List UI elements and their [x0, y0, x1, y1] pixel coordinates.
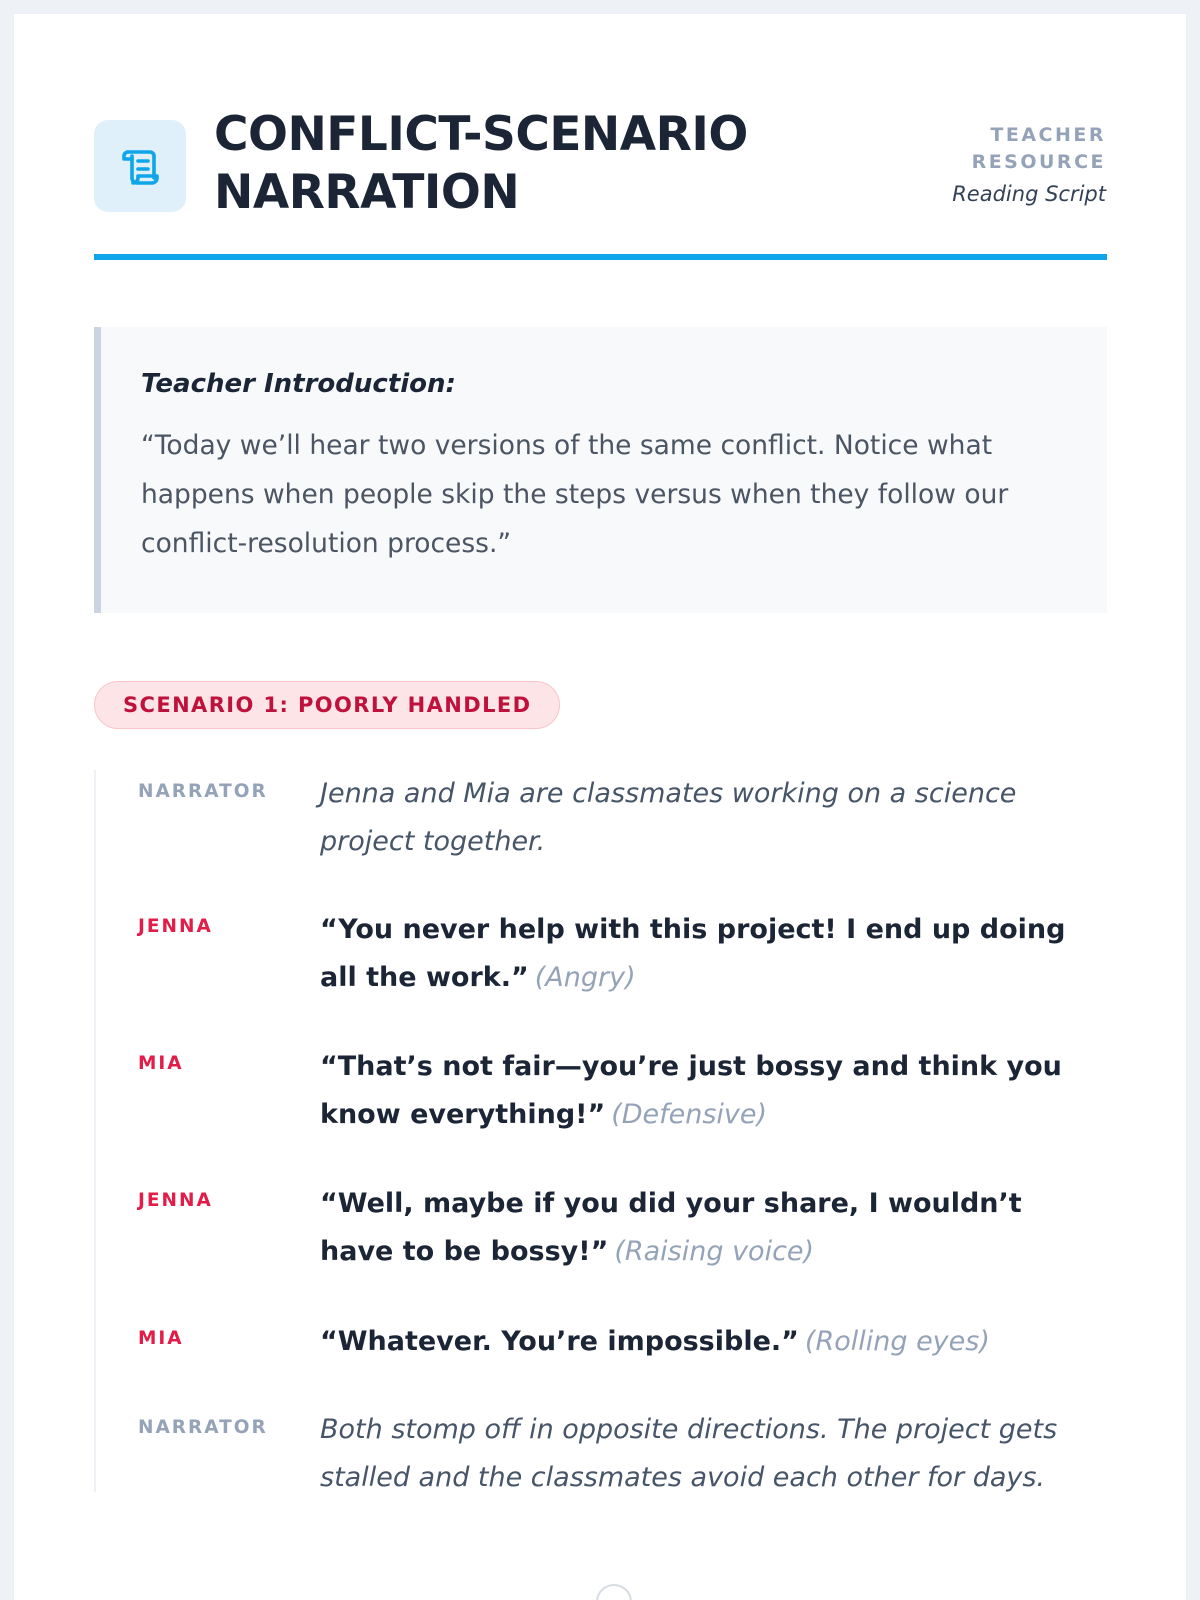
line-text: [320, 906, 1100, 1002]
teacher-introduction-box: [94, 327, 1107, 613]
resource-type: Reading Script: [952, 182, 1106, 206]
speaker-label: NARRATOR: [138, 1417, 268, 1438]
resource-label: TEACHER RESOURCE: [971, 124, 1106, 173]
stage-direction: (Rolling eyes): [804, 1326, 990, 1357]
stage-direction: (Raising voice): [614, 1236, 815, 1267]
intro-heading: Teacher Introduction:: [141, 369, 456, 399]
line-text: [320, 1406, 1100, 1502]
header-divider: [94, 254, 1107, 260]
speaker-label: JENNA: [138, 1190, 213, 1211]
speaker-label: MIA: [138, 1053, 184, 1074]
document-page: [14, 14, 1186, 1600]
intro-body: “Today we’ll hear two versions of the same conflict. Notice what happens when people skip the steps versus when they follow our conflict-resolution process.”: [141, 430, 1009, 559]
stage-direction: (Defensive): [611, 1099, 768, 1130]
section-divider-icon: [596, 1584, 632, 1600]
line-text: [320, 1318, 1100, 1366]
document-meta: [952, 122, 1106, 210]
stage-direction: (Angry): [534, 962, 636, 993]
scroll-icon: [94, 120, 186, 212]
line-text-content: “You never help with this project! I end up doing all the work.”: [320, 914, 1066, 993]
line-text: [320, 1180, 1100, 1276]
scenario-badge: SCENARIO 1: POORLY HANDLED: [94, 681, 560, 729]
line-text-content: Jenna and Mia are classmates working on a science project together.: [320, 778, 1017, 857]
line-text: [320, 1043, 1100, 1139]
speaker-label: MIA: [138, 1328, 184, 1349]
page-title: CONFLICT-SCENARIO NARRATION: [214, 107, 748, 220]
line-text-content: Both stomp off in opposite directions. The project gets stalled and the classmates avoid each other for days.: [320, 1414, 1058, 1493]
line-text: [320, 770, 1100, 866]
speaker-label: NARRATOR: [138, 781, 268, 802]
line-text-content: “Whatever. You’re impossible.”: [320, 1326, 799, 1357]
line-text-content: “Well, maybe if you did your share, I wouldn’t have to be bossy!”: [320, 1188, 1022, 1267]
document-header: [94, 100, 1106, 220]
speaker-label: JENNA: [138, 916, 213, 937]
script-block: [94, 770, 1107, 1492]
line-text-content: “That’s not fair—you’re just bossy and think you know everything!”: [320, 1051, 1062, 1130]
